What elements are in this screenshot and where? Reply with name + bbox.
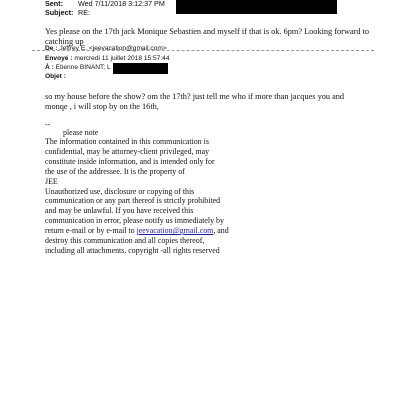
- disclaimer-line: including all attachments. copyright -all rights reserved: [45, 245, 220, 255]
- forwarded-sent-label: Envoyé :: [45, 55, 73, 62]
- disclaimer-email-prefix: return e-mail or by e-mail to: [45, 226, 137, 236]
- redaction-bar-header: [176, 0, 337, 14]
- reply-line-2: catching up: [45, 37, 84, 46]
- disclaimer-email-line: [45, 226, 229, 236]
- forwarded-to-value: Etienne BINANT; L: [55, 64, 111, 71]
- email-link[interactable]: jeevacation@gmail.com: [136, 226, 214, 236]
- redaction-bar-recipient: [113, 63, 168, 74]
- forwarded-subject-label: Objet :: [45, 73, 66, 80]
- disclaimer-line: Unauthorized use, disclosure or copying of this: [45, 186, 195, 196]
- disclaimer-line: JEE: [45, 176, 58, 186]
- forwarded-sent-value: mercredi 11 juillet 2018 15:57:44: [74, 55, 170, 62]
- forwarded-from-label: De :: [45, 45, 58, 52]
- signature-dashes: --: [45, 120, 51, 129]
- header-sent-label: Sent:: [45, 0, 63, 8]
- signature-note: please note: [63, 128, 99, 137]
- header-sent-row: [45, 0, 165, 8]
- forwarded-subject-row: [45, 73, 66, 81]
- header-subject-label: Subject:: [45, 8, 74, 17]
- disclaimer-line: communication or any part thereof is strictly prohibited: [45, 196, 221, 206]
- disclaimer-line: The information contained in this communication is: [45, 137, 209, 146]
- disclaimer-line: constitute inside information, and is intended only for: [45, 156, 215, 166]
- disclaimer-line: and may be unlawful. If you have received this: [45, 206, 194, 216]
- forwarded-to-row: [45, 64, 111, 72]
- disclaimer-line: the use of the addressee. It is the property of: [45, 166, 185, 176]
- message-line-2: monqe , i will stop by on the 16th,: [45, 102, 159, 111]
- header-subject-value: RE:: [78, 8, 90, 17]
- disclaimer-line: destroy this communication and all copies thereof,: [45, 236, 205, 245]
- disclaimer-email-suffix: , and: [213, 226, 229, 236]
- disclaimer-line: communication in error, please notify us immediately by: [45, 216, 224, 226]
- header-sent-value: Wed 7/11/2018 3:12:37 PM: [78, 0, 165, 8]
- disclaimer-line: confidential, may be attorney-client privileged, may: [45, 146, 210, 156]
- reply-line-1: Yes please on the 17th jack Monique Sebastien and myself if that is ok. 6pm? Looking forward to: [45, 27, 370, 36]
- forwarded-sent-row: [45, 55, 170, 63]
- message-line-1: so my house before the show? om the 17th? just tell me who if more than jacques you and: [45, 92, 345, 101]
- forwarded-to-label: À :: [45, 64, 54, 71]
- forwarded-from-row: [45, 45, 167, 53]
- forwarded-from-value: Jeffrey E. <jeevacation@gmail.com>: [59, 45, 167, 52]
- header-subject-row: [45, 8, 90, 17]
